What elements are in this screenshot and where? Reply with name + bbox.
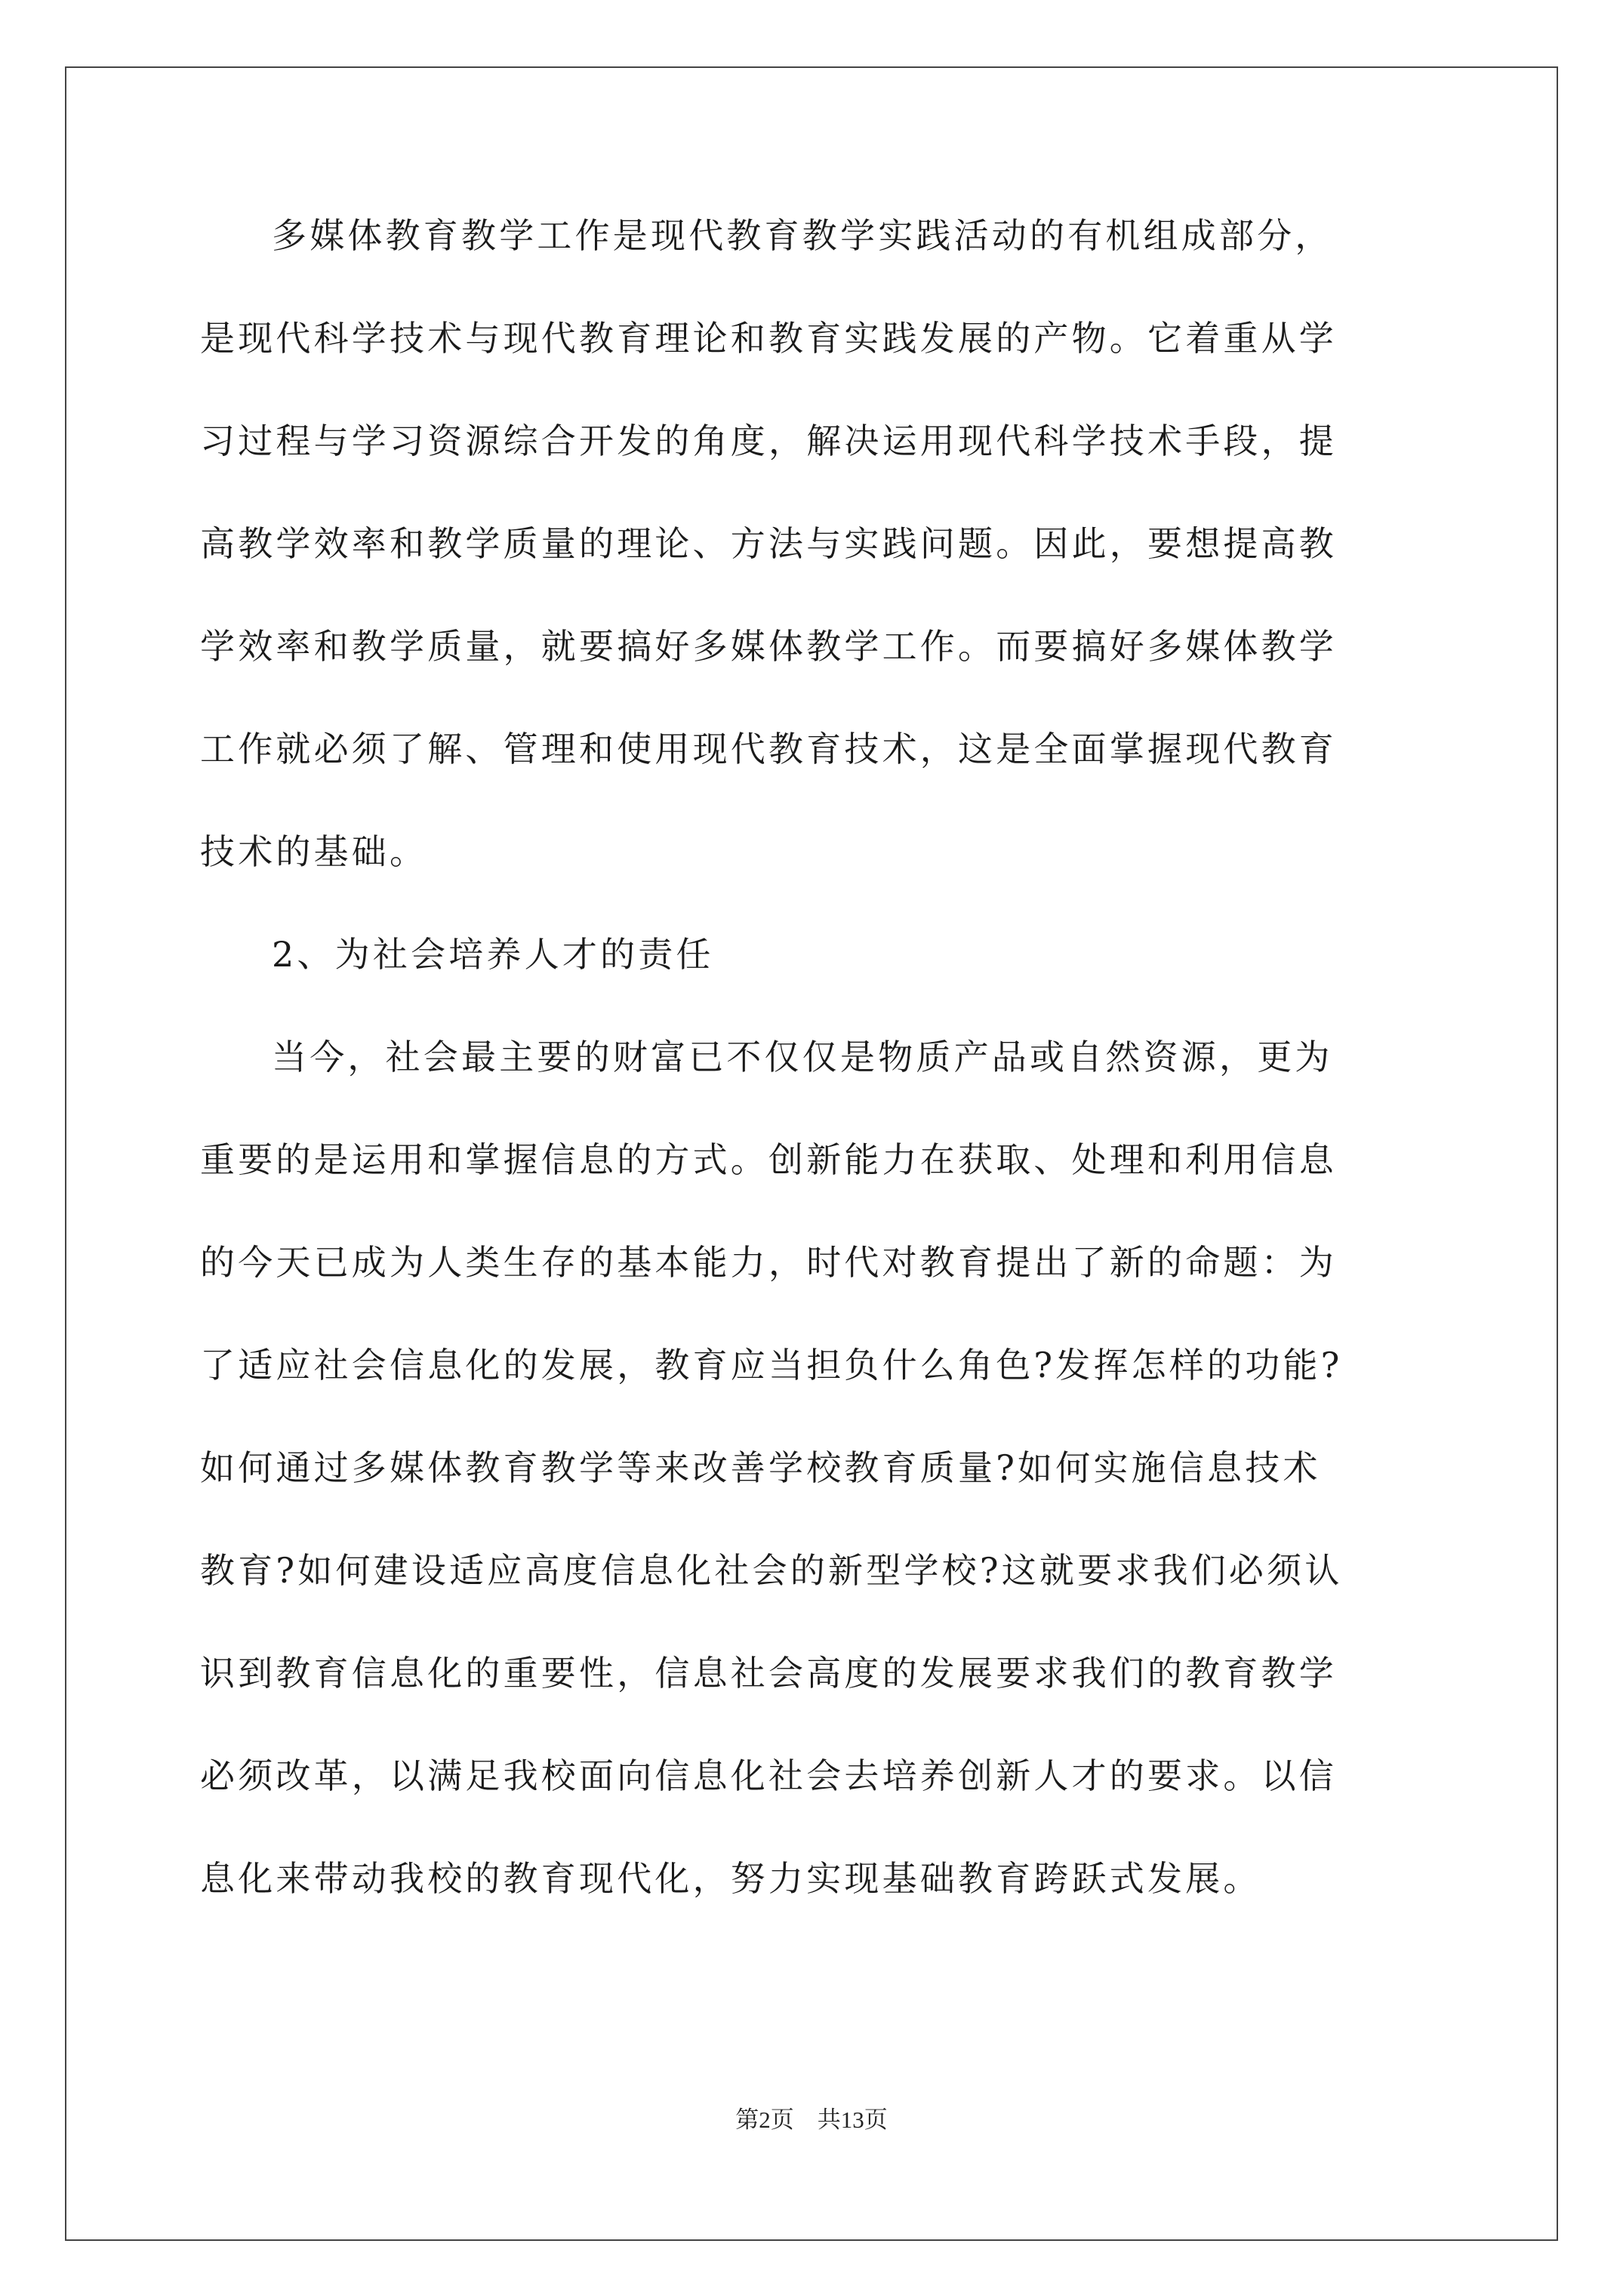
page-footer: 第2页 共13页 (735, 2106, 888, 2133)
section-heading: 2、为社会培养人才的责任 (272, 934, 714, 975)
paragraph-line: 息化来带动我校的教育现代化，努力实现基础教育跨跃式发展。 (200, 1858, 1261, 1899)
paragraph-line: 的今天已成为人类生存的基本能力，时代对教育提出了新的命题：为 (200, 1242, 1337, 1283)
paragraph-line: 技术的基础。 (200, 831, 428, 872)
paragraph-line: 教育?如何建设适应高度信息化社会的新型学校?这就要求我们必须认 (200, 1550, 1343, 1591)
paragraph-line: 识到教育信息化的重要性，信息社会高度的发展要求我们的教育教学 (200, 1653, 1337, 1693)
paragraph-line: 当今，社会最主要的财富已不仅仅是物质产品或自然资源，更为 (272, 1037, 1333, 1077)
paragraph-line: 高教学效率和教学质量的理论、方法与实践问题。因此，要想提高教 (200, 523, 1337, 564)
paragraph-line: 重要的是运用和掌握信息的方式。创新能力在获取、处理和利用信息 (200, 1139, 1337, 1180)
paragraph-line: 多媒体教育教学工作是现代教育教学实践活动的有机组成部分， (272, 215, 1333, 256)
paragraph-line: 工作就必须了解、管理和使用现代教育技术，这是全面掌握现代教育 (200, 729, 1337, 769)
paragraph-line: 如何通过多媒体教育教学等来改善学校教育质量?如何实施信息技术 (200, 1447, 1321, 1488)
paragraph-line: 是现代科学技术与现代教育理论和教育实践发展的产物。它着重从学 (200, 318, 1337, 359)
paragraph-line: 习过程与学习资源综合开发的角度，解决运用现代科学技术手段，提 (200, 421, 1337, 461)
paragraph-line: 必须改革，以满足我校面向信息化社会去培养创新人才的要求。以信 (200, 1755, 1337, 1796)
paragraph-line: 了适应社会信息化的发展，教育应当担负什么角色?发挥怎样的功能? (200, 1345, 1343, 1385)
paragraph-line: 学效率和教学质量，就要搞好多媒体教学工作。而要搞好多媒体教学 (200, 626, 1337, 667)
